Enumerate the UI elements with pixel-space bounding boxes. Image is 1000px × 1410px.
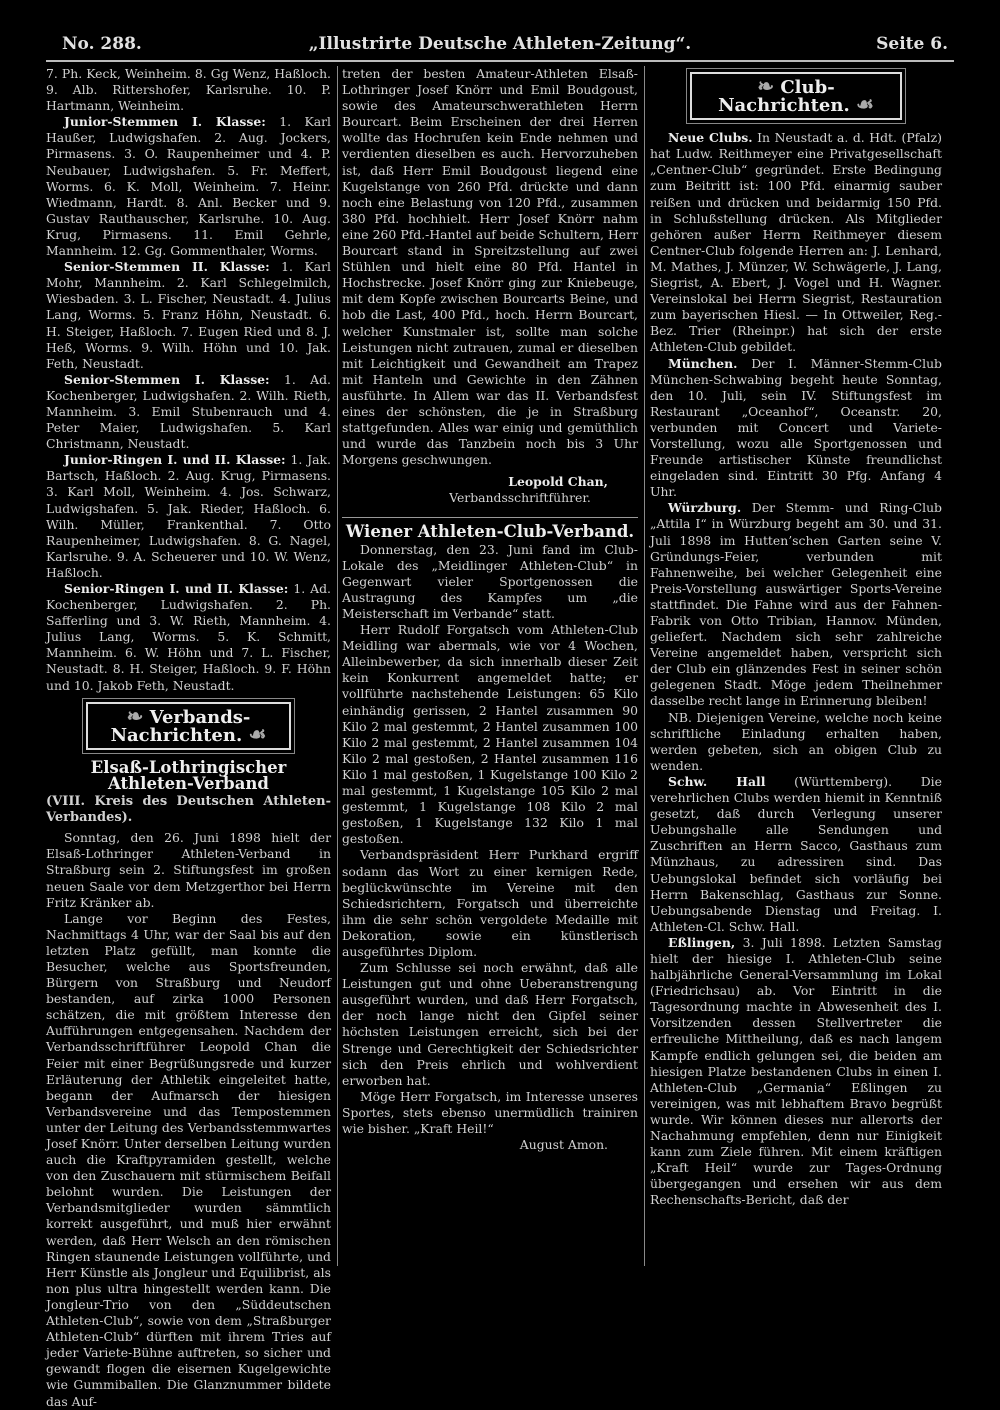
article-paragraph: Möge Herr Forgatsch, im Interesse unseres Sportes, stets ebenso unermüdlich trainiren wie bisher. „Kraft Heil!“ xyxy=(342,1088,638,1136)
club-news-item: Eßlingen, 3. Juli 1898. Letzten Samstag hielt der hiesige I. Athleten-Club seine halbjährliche General-Versammlung im Lokal (Friedrichsau) ab. Vor Eintritt in die Tagesordnung machte in Abwesenheit des I. Vorsitzenden dessen Stellvertreter die erfreuliche Mittheilung, daß es nach langem Kampfe endlich gelungen sei, die beiden am hiesigen Platze bestandenen Clubs in einen I. Athleten-Club „Germania“ Eßlingen zu vereinigen, was mit lebhaftem Bravo begrüßt wurde. Wir können dieses nur allerorts der Nachahmung empfehlen, denn nur Einigkeit kann zum Ziele führen. Mit einem kräftigen „Kraft Heil“ wurde zur Tages-Ordnung übergegangen und ersehen wir aus dem Rechenschafts-Bericht, daß der xyxy=(650,934,942,1208)
article-headline: Wiener Athleten-Club-Verband. xyxy=(345,521,635,541)
article-paragraph: Sonntag, den 26. Juni 1898 hielt der Elsaß-Lothringer Athleten-Verband in Straßburg sein 2. Stiftungsfest im großen neuen Saale vor dem Metzgerthor bei Herrn Fritz Kränker ab. xyxy=(46,830,331,910)
author-title: Verbandsschriftführer. xyxy=(449,490,591,506)
club-news-item: Neue Clubs. In Neustadt a. d. Hdt. (Pfalz) hat Ludw. Reithmeyer eine Privatgesellschaft „Centner-Club“ gegründet. Erste Bedingung zum Beitritt ist: 100 Pfd. einarmig sauber reißen und drücken und beidarmig 150 Pfd. in Schlußstellung drücken. Als Mitglieder gehören außer Herrn Reithmeyer diesem Centner-Club folgende Herren an: J. Lenhard, M. Mathes, J. Münzer, W. Schwägerle, J. Lang, Siegrist, A. Ebert, J. Vogel und H. Wagner. Vereinslokal bei Herrn Siegrist, Restauration zum bayerischen Hiesl. — In Ottweiler, Reg.-Bez. Trier (Rheinpr.) hat sich der erste Athleten-Club gebildet. xyxy=(650,130,942,355)
club-news-note: NB. Diejenigen Vereine, welche noch keine schriftliche Einladung erhalten haben, werden gebeten, sich an obigen Club zu wenden. xyxy=(650,709,942,773)
ornament-icon: ❧ xyxy=(126,703,144,728)
article-paragraph: Verbandspräsident Herr Purkhard ergriff sodann das Wort zu einer kernigen Rede, beglückwünschte im Vereine mit den Schiedsrichtern, Forgatsch und überreichte ihm die sehr schön vergoldete Medaille mit Dekoration, sowie ein künstlerisch ausgeführtes Diplom. xyxy=(342,847,638,959)
page-number: Seite 6. xyxy=(876,34,948,54)
section-heading-club: ❧ Club-Nachrichten. ☙ xyxy=(690,72,902,120)
results-block: Senior-Stemmen I. Klasse: 1. Ad. Kochenberger, Ludwigshafen. 2. Wilh. Rieth, Mannheim. 3. Emil Stubenrauch und 4. Peter Maier, Ludwigshafen. 5. Karl Christmann, Neustadt. xyxy=(46,371,331,452)
article-paragraph: treten der besten Amateur-Athleten Elsaß-Lothringer Josef Knörr und Emil Boudgoust, sowie des Amateurschwerathleten Herrn Bourcart. Beim Erscheinen der drei Herren wollte das Hochrufen kein Ende nehmen und verdienten dieselben es auch. Hervorzuheben ist, daß Herr Emil Boudgoust liegend eine Kugelstange von 260 Pfd. drückte und dann noch eine Belastung von 120 Pfd., zusammen 380 Pfd. hochhielt. Herr Josef Knörr nahm eine 260 Pfd.-Hantel auf beide Schultern, Herr Bourcart stand in Spreitzstellung auf zwei Stühlen und hielt eine 80 Pfd. Hantel in Hochstrecke. Josef Knörr ging zur Kniebeuge, mit dem Kopfe zwischen Bourcarts Beine, und hob die Last, 400 Pfd., hoch. Herrn Bourcart, welcher Kunstmaler ist, sollte man solche Leistungen nicht zutrauen, zumal er dieselben mit Leichtigkeit und Gewandheit am Trapez mit Hanteln und Gewichte in den Zähnen ausführte. In Allem war das II. Verbandsfest eines der schönsten, die je in Straßburg stattgefunden. Alles war einig und gemüthlich und wurde das Tanzbein noch bis 3 Uhr Morgens geschwungen. xyxy=(342,66,638,468)
article-divider xyxy=(342,517,638,518)
club-news-item: Würzburg. Der Stemm- und Ring-Club „Attila I“ in Würzburg begeht am 30. und 31. Juli 1898 im Hutten’schen Garten seine V. Gründungs-Feier, verbunden mit Fahnenweihe, bei welcher Gelegenheit eine Preis-Vorstellung auswärtiger Sports-Vereine stattfindet. Die Fahne wird aus der Fahnen-Fabrik von Otto Tribian, Hannov. Münden, geliefert. Nachdem sich sehr zahlreiche Vereine angemeldet haben, verspricht sich der Club ein glänzendes Fest in seiner schön gelegenen Stadt. Möge jedem Theilnehmer dasselbe recht lange in Erinnerung bleiben! xyxy=(650,500,942,709)
article-paragraph: Zum Schlusse sei noch erwähnt, daß alle Leistungen gut und ohne Ueberanstrengung ausgeführt wurden, und daß Herr Forgatsch, der noch lange nicht den Gipfel seiner höchsten Leistungen erreicht, sich bei der Strenge und Gerechtigkeit der Schiedsrichter sich den Preis ehrlich und wohlverdient erworben hat. xyxy=(342,960,638,1088)
results-block: Junior-Stemmen I. Klasse: 1. Karl Haußer, Ludwigshafen. 2. Aug. Jockers, Pirmasens. 3. O. Raupenheimer und 4. P. Neubauer, Ludwigshafen. 5. Fr. Meffert, Worms. 6. K. Moll, Weinheim. 7. Heinr. Wiedmann, Hardt. 8. Anl. Becker und 9. Gustav Rauthauscher, Karlsruhe. 10. Aug. Krug, Pirmasens. 11. Emil Gehrle, Mannheim. 12. Gg. Gommenthaler, Worms. xyxy=(46,114,331,259)
ornament-icon: ☙ xyxy=(856,92,874,117)
column-1 xyxy=(46,66,331,1410)
issue-number: No. 288. xyxy=(62,34,142,54)
column-3 xyxy=(650,66,942,1208)
article-paragraph: Herr Rudolf Forgatsch vom Athleten-Club Meidling war abermals, wie vor 4 Wochen, Alleinbewerber, da sich innerhalb dieser Zeit kein Konkurrent angemeldet hatte; er vollführte nachstehende Leistungen: 65 Kilo einhändig gerissen, 2 Hantel zusammen 90 Kilo 2 mal gestemmt, 2 Hantel zusammen 100 Kilo 2 mal gestemmt, 2 Hantel zusammen 104 Kilo 2 mal gestoßen, 2 Hantel zusammen 116 Kilo 1 mal gestoßen, 1 Kugelstange 100 Kilo 2 mal gestemmt, 1 Kugelstange 105 Kilo 2 mal gestemmt, 1 Kugelstange 108 Kilo 2 mal gestoßen, 1 Kugelstange 132 Kilo 1 mal gestoßen. xyxy=(342,622,638,847)
newspaper-title: „Illustrirte Deutsche Athleten-Zeitung“. xyxy=(308,34,692,54)
article-headline: Elsaß-Lothringischer Athleten-Verband xyxy=(90,757,287,793)
article-paragraph: Donnerstag, den 23. Juni fand im Club-Lokale des „Meidlinger Athleten-Club“ in Gegenwart vieler Sportgenossen die Austragung des Kampfes um „die Meisterschaft im Verbande“ statt. xyxy=(342,541,638,621)
author-signature: August Amon. xyxy=(519,1137,608,1153)
column-2 xyxy=(342,66,638,1153)
section-heading-verbands: ❧ Verbands-Nachrichten. ☙ xyxy=(86,702,291,750)
article-subheadline: (VIII. Kreis des Deutschen Athleten-Verbandes). xyxy=(46,794,331,826)
article-paragraph: Lange vor Beginn des Festes, Nachmittags 4 Uhr, war der Saal bis auf den letzten Platz gefüllt, man konnte die Besucher, welche aus Sportsfreunden, Bürgern von Straßburg und Neudorf bestanden, auf zirka 1000 Personen schätzen, die mit größtem Interesse den Aufführungen entgegensahen. Nachdem der Verbandsschriftführer Leopold Chan die Feier mit einer Begrüßungsrede und kurzer Erläuterung der Athletik eingeleitet hatte, begann der Aufmarsch der hiesigen Verbandsvereine und das Tempostemmen unter der Leitung des Verbandsstemmwartes Josef Knörr. Unter derselben Leitung wurden auch die Kraftpyramiden gestellt, welche von den Zuschauern mit stürmischem Beifall belohnt wurden. Die Leistungen der Verbandsmitglieder wurden sämmtlich korrekt ausgeführt, und muß hier erwähnt werden, daß Herr Welsch an den römischen Ringen staunende Leistungen vollführte, und Herr Künstle als Jongleur und Equilibrist, als non plus ultra hingestellt werden kann. Die Jongleur-Trio von den „Süddeutschen Athleten-Club“, sowie von dem „Straßburger Athleten-Club“ dürften mit ihrem Tries auf jeder Variete-Bühne auftreten, so sicher und gewandt flogen die eisernen Kugelgewichte wie Gummiballen. Die Glanznummer bildete das Auf- xyxy=(46,910,331,1409)
club-news-item: Schw. Hall (Württemberg). Die verehrlichen Clubs werden hiemit in Kenntniß gesetzt, daß durch Verlegung unserer Uebungshalle alle Sendungen und Zuschriften an Herrn Sacco, Gasthaus zum Münzhaus, zu adressiren sind. Das Uebungslokal befindet sich vorläufig bei Herrn Bakenschlag, Gasthaus zur Sonne. Uebungsabende Dienstag und Freitag. I. Athleten-Cl. Schw. Hall. xyxy=(650,773,942,934)
header-rule xyxy=(46,60,954,62)
author-signature: Leopold Chan, xyxy=(508,474,608,490)
column-divider-2 xyxy=(644,66,645,1266)
ornament-icon: ❧ xyxy=(757,74,775,98)
club-news-item: München. Der I. Männer-Stemm-Club München-Schwabing begeht heute Sonntag, den 10. Juli, sein IV. Stiftungsfest im Restaurant „Oceanhof“, Oceanstr. 20, verbunden mit Concert und Variete-Vorstellung, wozu alle Sportgenossen und Freunde artistischer Künste freundlichst eingeladen sind. Eintritt 30 Pfg. Anfang 4 Uhr. xyxy=(650,355,942,500)
results-continued: 7. Ph. Keck, Weinheim. 8. Gg Wenz, Haßloch. 9. Alb. Rittershofer, Karlsruhe. 10. P. Hartmann, Weinheim. xyxy=(46,66,331,114)
results-block: Senior-Stemmen II. Klasse: 1. Karl Mohr, Mannheim. 2. Karl Schlegelmilch, Wiesbaden. 3. L. Fischer, Neustadt. 4. Julius Lang, Worms. 5. Franz Höhn, Neustadt. 6. H. Steiger, Haßloch. 7. Eugen Ried und 8. J. Heß, Worms. 9. Wilh. Höhn und 10. Jak. Feth, Neustadt. xyxy=(46,259,331,371)
page-header xyxy=(52,30,948,58)
results-block: Junior-Ringen I. und II. Klasse: 1. Jak. Bartsch, Haßloch. 2. Aug. Krug, Pirmasens. 3. Karl Moll, Weinheim. 4. Jos. Schwarz, Ludwigshafen. 5. Jak. Rieder, Haßloch. 6. Wilh. Müller, Frankenthal. 7. Otto Raupenheimer, Ludwigshafen. 8. G. Nagel, Karlsruhe. 9. A. Scheuerer und 10. W. Wenz, Haßloch. xyxy=(46,452,331,580)
results-block: Senior-Ringen I. und II. Klasse: 1. Ad. Kochenberger, Ludwigshafen. 2. Ph. Safferling und 3. W. Rieth, Mannheim. 4. Julius Lang, Worms. 5. K. Schmitt, Mannheim. 6. W. Höhn und 7. L. Fischer, Neustadt. 8. H. Steiger, Haßloch. 9. F. Höhn und 10. Jakob Feth, Neustadt. xyxy=(46,581,331,693)
column-divider-1 xyxy=(337,66,338,1266)
ornament-icon: ☙ xyxy=(248,721,267,746)
